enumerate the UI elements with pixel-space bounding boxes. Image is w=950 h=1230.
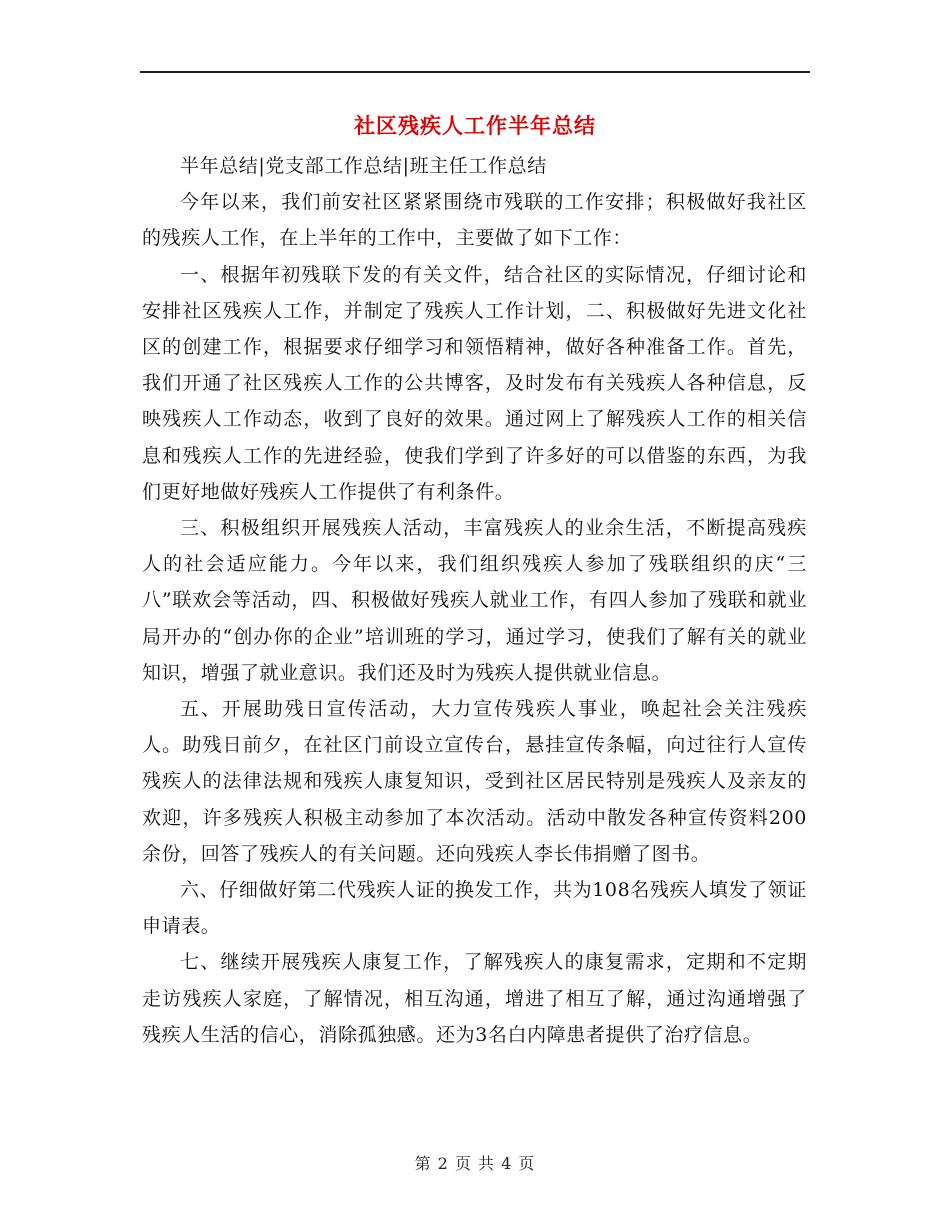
paragraph-item-3-4: 三、积极组织开展残疾人活动，丰富残疾人的业余生活，不断提高残疾人的社会适应能力。今年以来，我们组织残疾人参加了残联组织的庆“三八”联欢会等活动，四、积极做好残疾人就业工作，有四人参加了残联和就业局开办的“创办你的企业”培训班的学习，通过学习，使我们了解有关的就业知识，增强了就业意识。我们还及时为残疾人提供就业信息。: [142, 517, 807, 684]
paragraph-tags: 半年总结|党支部工作总结|班主任工作总结: [180, 155, 547, 177]
header-rule: [140, 71, 810, 73]
paragraph-item-6: 六、仔细做好第二代残疾人证的换发工作，共为108名残疾人填发了领证申请表。: [142, 879, 807, 938]
paragraph-intro: 今年以来，我们前安社区紧紧围绕市残联的工作安排；积极做好我社区的残疾人工作，在上半年的工作中，主要做了如下工作：: [142, 191, 807, 250]
paragraph-item-1-2: 一、根据年初残联下发的有关文件，结合社区的实际情况，仔细讨论和安排社区残疾人工作，并制定了残疾人工作计划，二、积极做好先进文化社区的创建工作，根据要求仔细学习和领悟精神，做好各种准备工作。首先，我们开通了社区残疾人工作的公共博客，及时发布有关残疾人各种信息，反映残疾人工作动态，收到了良好的效果。通过网上了解残疾人工作的相关信息和残疾人工作的先进经验，使我们学到了许多好的可以借鉴的东西，为我们更好地做好残疾人工作提供了有利条件。: [142, 263, 807, 503]
document-body: [142, 148, 807, 1053]
paragraph-item-5: 五、开展助残日宣传活动，大力宣传残疾人事业，唤起社会关注残疾人。助残日前夕，在社区门前设立宣传台，悬挂宣传条幅，向过往行人宣传残疾人的法律法规和残疾人康复知识，受到社区居民特别是残疾人及亲友的欢迎，许多残疾人积极主动参加了本次活动。活动中散发各种宣传资料200余份，回答了残疾人的有关问题。还向残疾人李长伟捐赠了图书。: [142, 698, 807, 865]
page-number: 第 2 页 共 4 页: [414, 1154, 536, 1173]
document-title: 社区残疾人工作半年总结: [354, 113, 596, 138]
paragraph-item-7: 七、继续开展残疾人康复工作，了解残疾人的康复需求，定期和不定期走访残疾人家庭，了解情况，相互沟通，增进了相互了解，通过沟通增强了残疾人生活的信心，消除孤独感。还为3名白内障患者提供了治疗信息。: [142, 951, 807, 1046]
